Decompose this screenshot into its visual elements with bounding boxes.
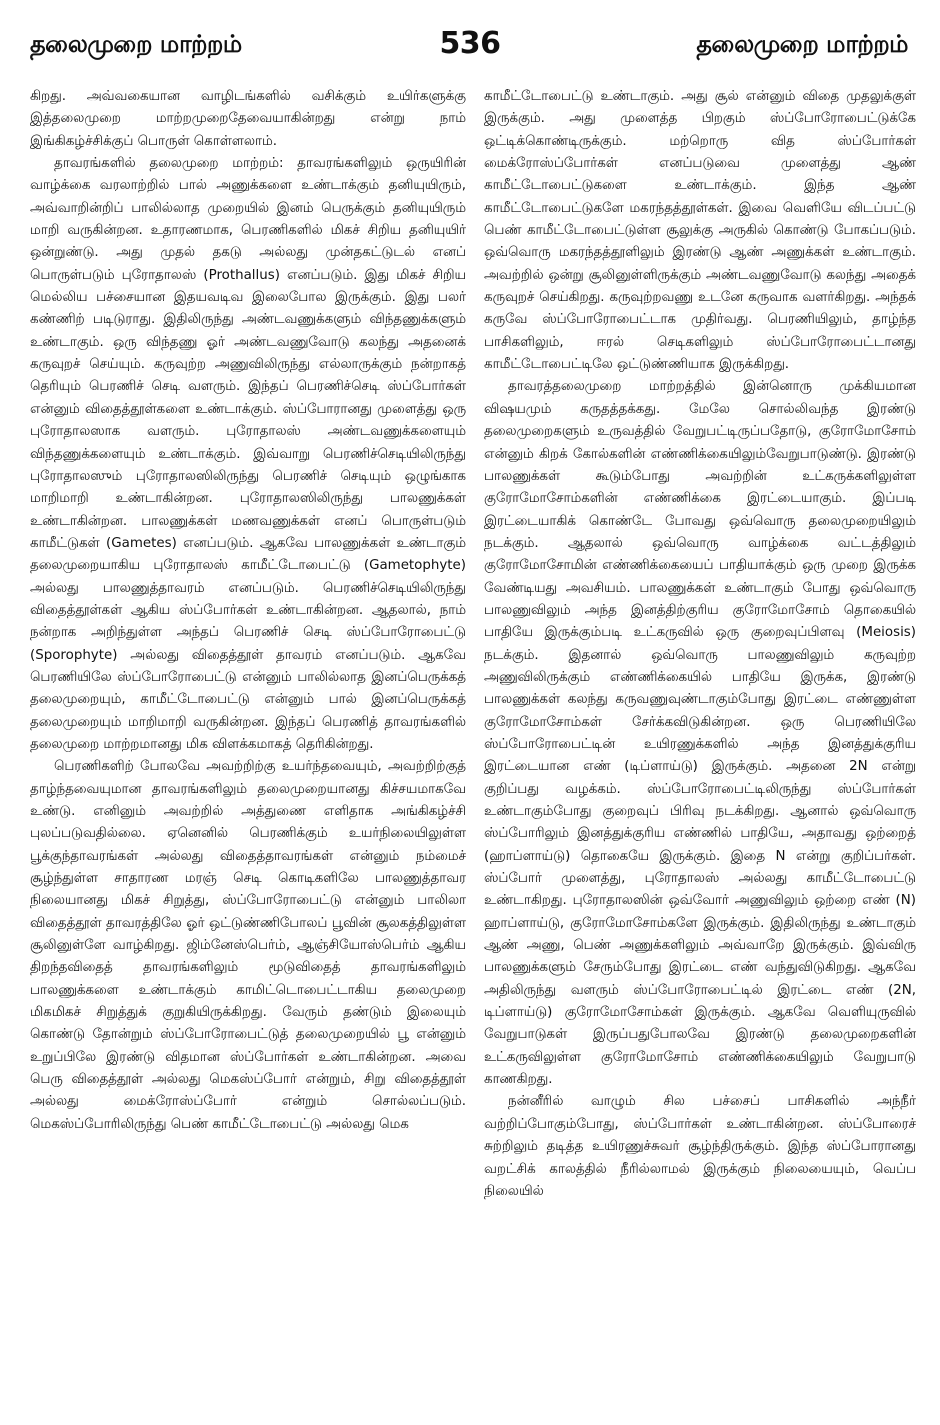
left-column (30, 86, 466, 1406)
running-title-left: தலைமுறை மாற்றம் (30, 30, 242, 58)
running-title-right: தலைமுறை மாற்றம் (696, 30, 908, 58)
page-header (0, 0, 940, 80)
page-number: 536 (439, 26, 501, 61)
paragraph: கிறது. அவ்வகையான வாழிடங்களில் வசிக்கும் உயிர்களுக்கு இத்தலைமுறை மாற்றமுறைதேவையாகின்றது என்று நாம் இங்கிகழ்ச்சிக்குப் பொருள் கொள்ளலாம். (30, 89, 466, 149)
paragraph: பெரணிகளிற் போலவே அவற்றிற்கு உயர்ந்தவையும், அவற்றிற்குத் தாழ்ந்தவையுமான தாவரங்களிலும் தலைமுறையானது கிச்சயமாகவே உண்டு. எனினும் அவற்றில் அத்துணை எளிதாக அங்கிகழ்ச்சி புலப்படுவதில்லை. ஏனெனில் பெரணிக்கும் உயர்நிலையிலுள்ள பூக்குந்தாவரங்கள் அல்லது விதைத்தாவரங்கள் என்னும் நம்மைச் சூழ்ந்துள்ள சாதாரண மரஞ் செடி கொடிகளிலே பாலணுத்தாவர நிலையானது மிகச் சிறுத்து, ஸ்ப்போரோபைட்டு என்னும் பாலிலா விதைத்தூள் தாவரத்திலே ஓர் ஒட்டுண்ணிபோலப் பூவின் சூலகத்திலுள்ள சூலினுள்ளே வாழ்கிறது. ஜிம்னேஸ்பெர்ம், ஆஞ்சியோஸ்பெர்ம் ஆகிய திறந்தவிதைத் தாவரங்களிலும் மூடுவிதைத் தாவரங்களிலும் பாலணுக்களை உண்டாக்கும் காமிட்டொபைட்டாகிய தலைமுறை மிகமிகச் சிறுத்துக் குறுகியிருக்கிறது. வேரும் தண்டும் இலையும் கொண்டு தோன்றும் ஸ்ப்போரோபைட்டுத் தலைமுறையில் பூ என்னும் உறுப்பிலே இரண்டு விதமான ஸ்ப்போர்கள் உண்டாகின்றன. அவை பெரு விதைத்தூள் அல்லது மெகஸ்ப்போர் என்றும், சிறு விதைத்தூள் அல்லது மைக்ரோஸ்ப்போர் என்றும் சொல்லப்படும். மெகஸ்ப்போரிலிருந்து பெண் காமீட்டோபைட்டு அல்லது மெக (30, 759, 466, 1132)
paragraph: காமீட்டோபைட்டு உண்டாகும். அது சூல் என்னும் விதை முதலுக்குள் இருக்கும். அது முளைத்த பிறகும் ஸ்ப்போரோபைட்டுக்கே ஒட்டிக்கொண்டிருக்கும். மற்றொரு வித ஸ்ப்போர்கள் மைக்ரோஸ்ப்போர்கள் எனப்படுவை முளைத்து ஆண் காமீட்டோபைட்டுகளை உண்டாக்கும். இந்த ஆண் காமீட்டோபைட்டுகளே மகரந்தத்தூள்கள். இவை வெளியே விடப்பட்டு பெண் காமீட்டோபைட்டுள்ள சூலுக்கு அருகில் கொண்டு போகப்படும். ஒவ்வொரு மகரந்தத்தூளிலும் இரண்டு ஆண் அணுக்கள் உண்டாகும். அவற்றில் ஒன்று சூலினுள்ளிருக்கும் அண்டவணுவோடு கலந்து அதைக் கருவுறச் செய்கிறது. கருவுற்றவணு உடனே கருவாக வளர்கிறது. அந்தக் கருவே ஸ்ப்போரோபைட்டாக முதிர்வது. பெரணியிலும், தாழ்ந்த பாசிகளிலும், ஈரல் செடிகளிலும் ஸ்ப்போரோபைட்டானது காமீட்டோபைட்டிலே ஒட்டுண்ணியாக இருக்கிறது. (484, 89, 916, 373)
paragraph: தாவரங்களில் தலைமுறை மாற்றம்: தாவரங்களிலும் ஒருயிரின் வாழ்க்கை வரலாற்றில் பால் அணுக்களை உண்டாக்கும் தனியுயிரும், அவ்வாறின்றிப் பாலில்லாத முறையில் இனம் பெருக்கும் தனியுயிரும் மாறி வருகின்றன. உதாரணமாக, பெரணிகளில் மிகச் சிறிய தனியுயிர் ஒன்றுண்டு. அது முதல் தகடு அல்லது முன்தகட்டுடல் எனப் பொருள்படும் புரோதாலஸ் (Prothallus) எனப்படும். இது மிகச் சிறிய மெல்லிய பச்சையான இதயவடிவ இலைபோல இருக்கும். இது பலர் கண்ணிற் படிடுராது. இதிலிருந்து அண்டவணுக்களும் விந்தணுக்களும் உண்டாகும். ஒரு விந்தணு ஓர் அண்டவணுவோடு கலந்து அதனைக் கருவுறச் செய்யும். கருவுற்ற அணுவிலிருந்து எல்லாருக்கும் நன்றாகத் தெரியும் பெரணிச் செடி வளரும். இந்தப் பெரணிச்செடி ஸ்ப்போர்கள் என்னும் விதைத்தூள்களை உண்டாக்கும். ஸ்ப்போரானது முளைத்து ஒரு புரோதாலஸாக வளரும். புரோதாலஸ் அண்டவணுக்களையும் விந்தணுக்களையும் உண்டாக்கும். இவ்வாறு பெரணிச்செடியிலிருந்து புரோதாலஸும் புரோதாலஸிலிருந்து பெரணிச் செடியும் ஒழுங்காக மாறிமாறி உண்டாகின்றன. புரோதாலஸிலிருந்து பாலணுக்கள் உண்டாகின்றன. பாலணுக்கள் மணவணுக்கள் எனப் பொருள்படும் காமீட்டுகள் (Gametes) எனப்படும். ஆகவே பாலணுக்கள் உண்டாகும் தலைமுறையாகிய புரோதாலஸ் காமீட்டோபைட்டு (Gametophyte) அல்லது பாலணுத்தாவரம் எனப்படும். பெரணிச்செடியிலிருந்து விதைத்தூள்கள் ஆகிய ஸ்ப்போர்கள் உண்டாகின்றன. ஆதலால், நாம் நன்றாக அறிந்துள்ள அந்தப் பெரணிச் செடி ஸ்ப்போரோபைட்டு (Sporophyte) அல்லது விதைத்தூள் தாவரம் எனப்படும். ஆகவே பெரணியிலே ஸ்ப்போரோபைட்டு என்னும் பாலில்லாத இனப்பெருக்கத் தலைமுறையும், காமீட்டோபைட்டு என்னும் பால் இனப்பெருக்கத் தலைமுறையும் மாறிமாறி வருகின்றன. இந்தப் பெரணித் தாவரங்களில் தலைமுறை மாற்றமானது மிக விளக்கமாகத் தெரிகின்றது. (30, 156, 466, 752)
paragraph: தாவரத்தலைமுறை மாற்றத்தில் இன்னொரு முக்கியமான விஷயமும் கருதத்தக்கது. மேலே சொல்லிவந்த இரண்டு தலைமுறைகளும் உருவத்தில் வேறுபட்டிருப்பதோடு, குரோமோசோம் என்னும் கிறக் கோல்களின் எண்ணிக்கையிலும்வேறுபாடுண்டு. இரண்டு பாலணுக்கள் கூடும்போது அவற்றின் உட்கருக்களிலுள்ள குரோமோசோம்களின் எண்ணிக்கை இரட்டையாகும். இப்படி இரட்டையாகிக் கொண்டே போவது ஒவ்வொரு தலைமுறையிலும் நடக்கும். ஆதலால் ஒவ்வொரு வாழ்க்கை வட்டத்திலும் குரோமோசோமின் எண்ணிக்கையைப் பாதியாக்கும் ஒரு முறை இருக்க வேண்டியது அவசியம். பாலணுக்கள் உண்டாகும் போது ஒவ்வொரு பாலணுவிலும் அந்த இனத்திற்குரிய குரோமோசோம் தொகையில் பாதியே இருக்கும்படி உட்கருவில் ஒரு குறைவுப்பிளவு (Meiosis) நடக்கும். இதனால் ஒவ்வொரு பாலணுவிலும் கருவுற்ற அணுவிலிருக்கும் எண்ணிக்கையில் பாதியே இருக்க, இரண்டு பாலணுக்கள் கலந்து கருவணுவுண்டாகும்போது இரட்டை எண்ணுள்ள குரோமோசோம்கள் சேர்க்கவிடுகின்றன. ஒரு பெரணியிலே ஸ்ப்போரோபைட்டின் உயிரணுக்களில் அந்த இனத்துக்குரிய இரட்டையான எண் (டிப்ளாய்டு) இருக்கும். அதனை 2N என்று குறிப்பது வழக்கம். ஸ்ப்போரோபைட்டிலிருந்து ஸ்ப்போர்கள் உண்டாகும்போது குறைவுப் பிரிவு நடக்கிறது. ஆனால் ஒவ்வொரு ஸ்ப்போரிலும் இனத்துக்குரிய எண்ணில் பாதியே, அதாவது ஒற்றைத் (ஹாப்ளாய்டு) தொகையே இருக்கும். இதை N என்று குறிப்பர்கள். ஸ்ப்போர் முளைத்து, புரோதாலஸ் அல்லது காமீட்டோபைட்டு உண்டாகிறது. புரோதாலஸின் ஒவ்வோர் அணுவிலும் ஒற்றை எண் (N) ஹாப்ளாய்டு, குரோமோசோம்களே இருக்கும். இதிலிருந்து உண்டாகும் ஆண் அணு, பெண் அணுக்களிலும் அவ்வாறே இருக்கும். இவ்விரு பாலணுக்களும் சேரும்போது இரட்டை எண் வந்துவிடுகிறது. ஆகவே அதிலிருந்து வளரும் ஸ்ப்போரோபைட்டில் இரட்டை எண் (2N, டிப்ளாய்டு) குரோமோசோம்கள் இருக்கும். ஆகவே வெளியுருவில் வேறுபாடுகள் இருப்பதுபோலவே இரண்டு தலைமுறைகளின் உட்கருவிலுள்ள குரோமோசோம் எண்ணிக்கையிலும் வேறுபாடு காணகிறது. (484, 379, 916, 1088)
right-column (484, 86, 916, 1406)
paragraph: நன்னீரில் வாழும் சில பச்சைப் பாசிகளில் அந்நீர் வற்றிப்போகும்போது, ஸ்ப்போர்கள் உண்டாகின்றன. ஸ்ப்போரைச் சுற்றிலும் தடித்த உயிரணுச்சுவர் சூழ்ந்திருக்கும். இந்த ஸ்ப்போரானது வறட்சிக் காலத்தில் நீரில்லாமல் இருக்கும் நிலையையும், வெப்ப நிலையில் (484, 1094, 916, 1199)
